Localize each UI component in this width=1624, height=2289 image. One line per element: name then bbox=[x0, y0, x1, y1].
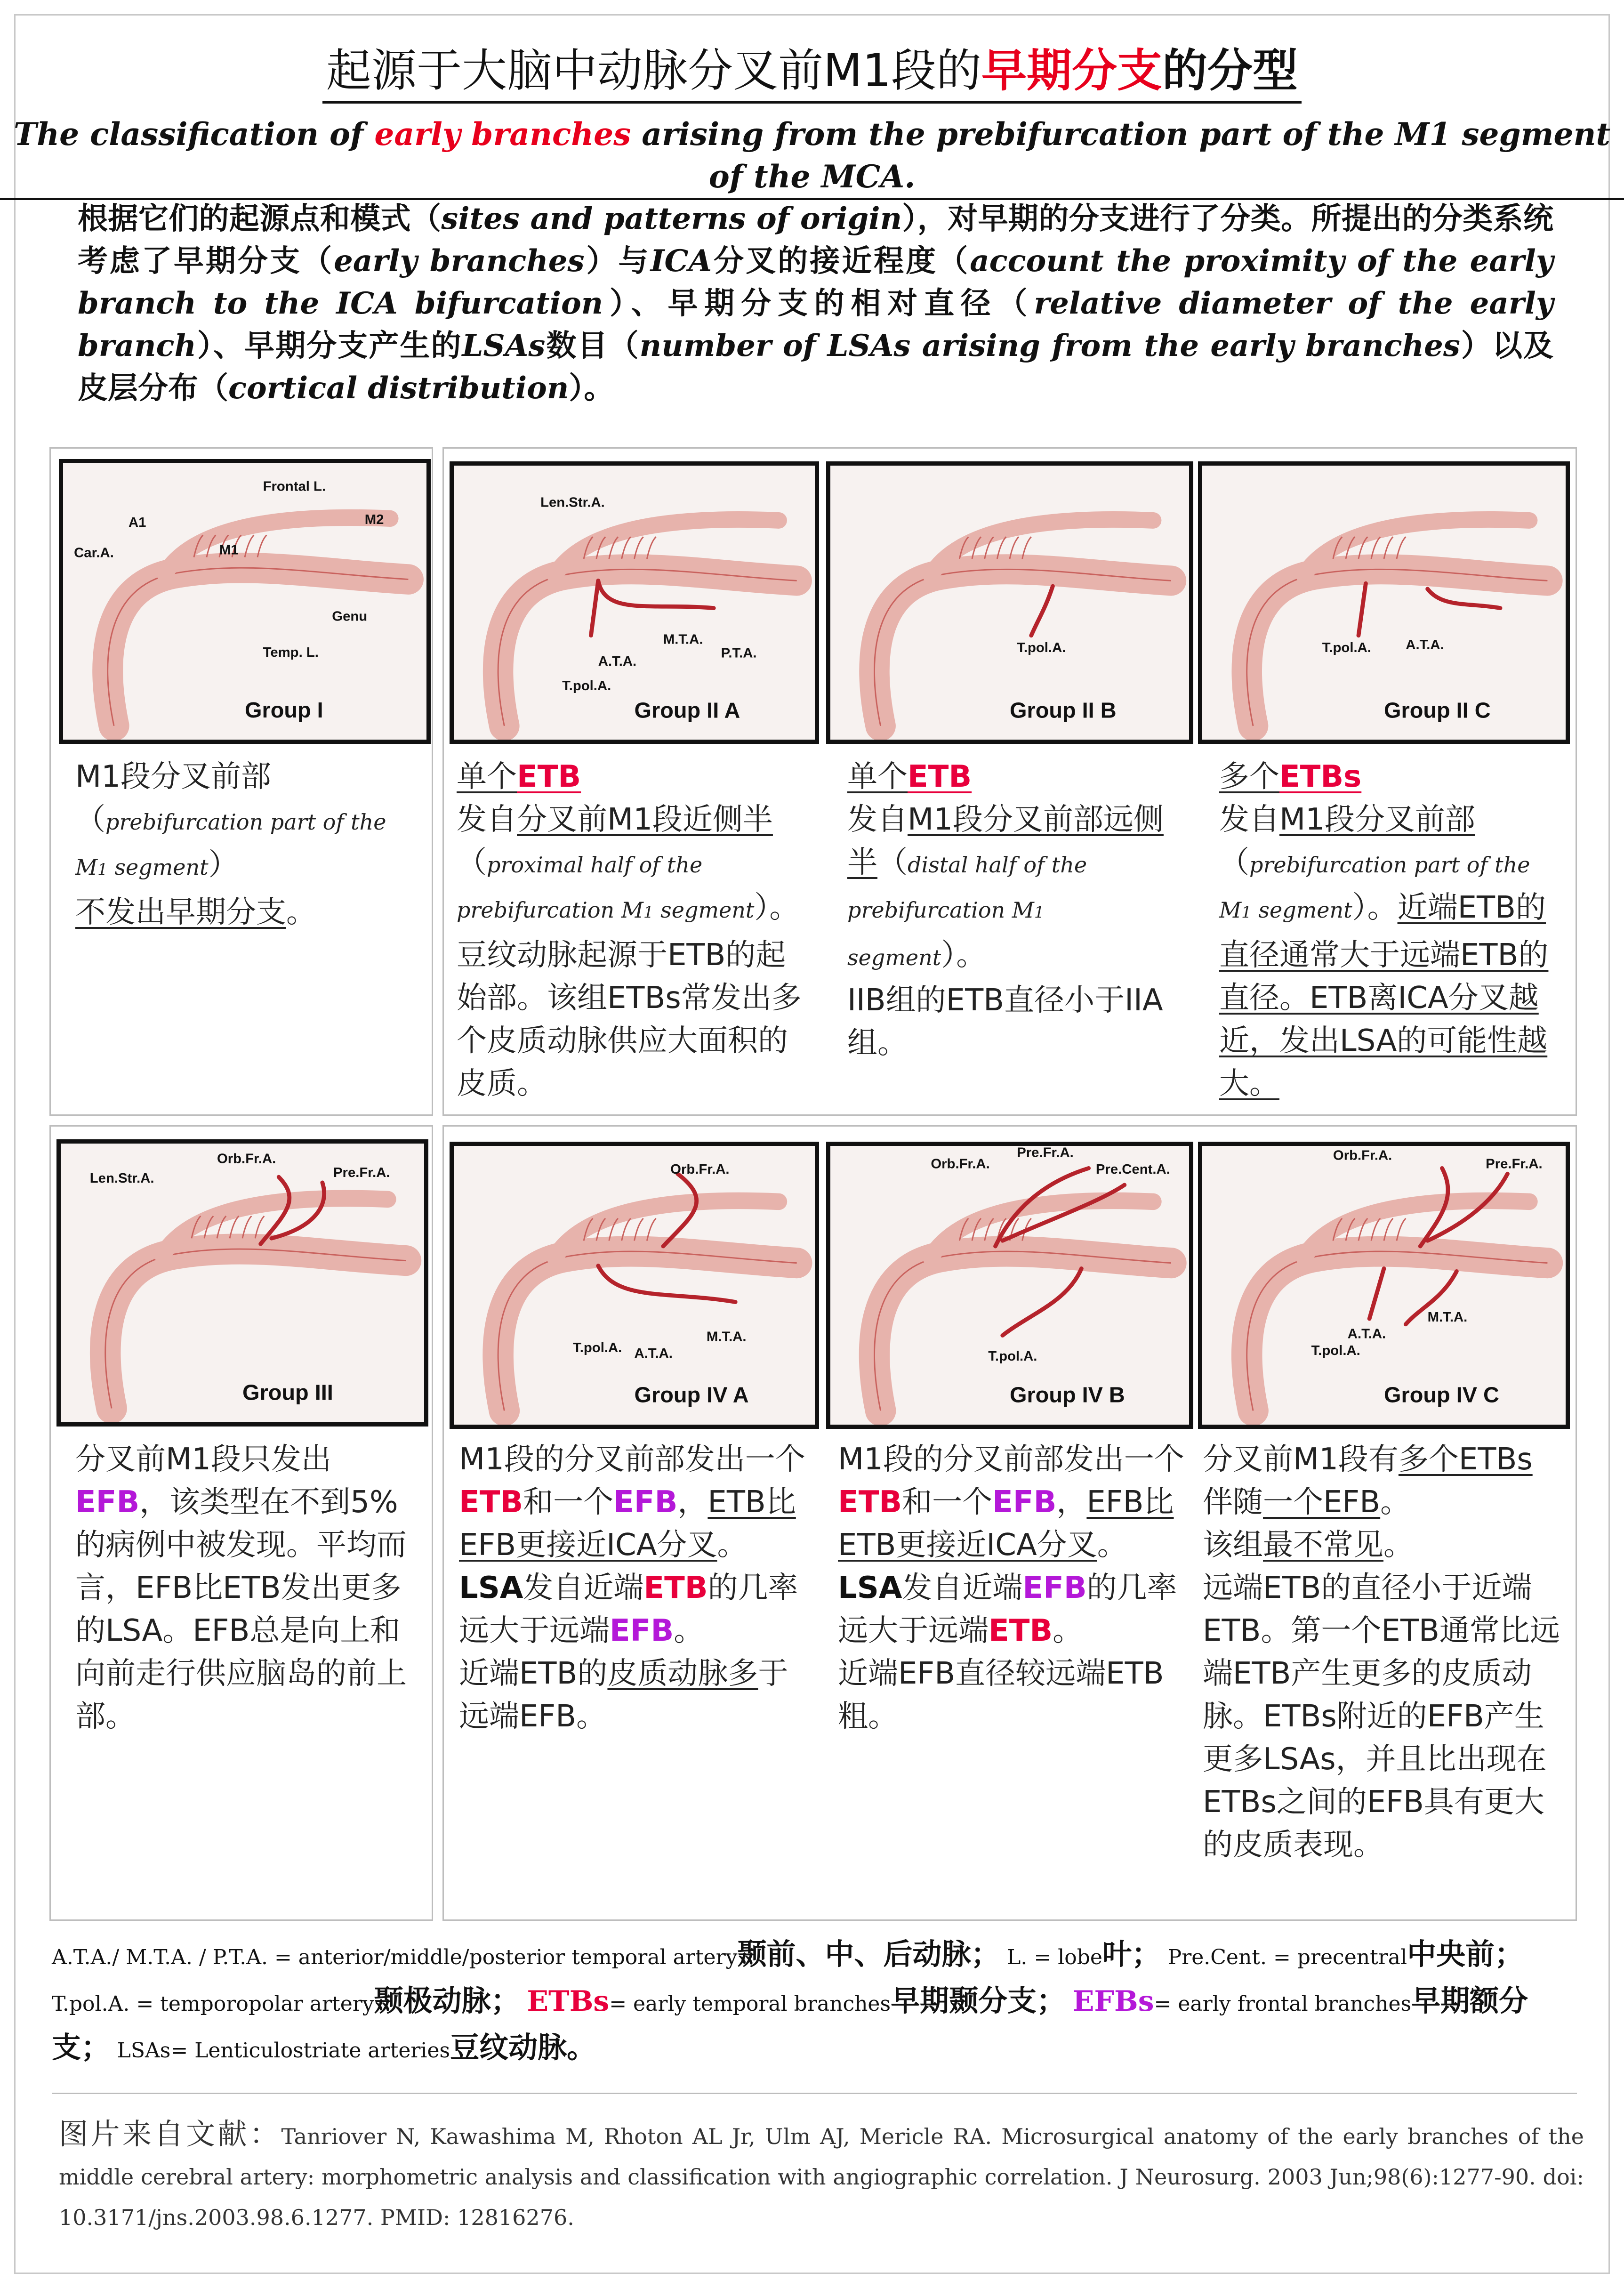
label-precent: Pre.Cent.A. bbox=[1095, 1162, 1170, 1177]
group-label: Group IV A bbox=[634, 1382, 749, 1407]
figure-group-4a bbox=[450, 1142, 819, 1429]
label-orbfra: Orb.Fr.A. bbox=[1333, 1148, 1392, 1163]
artery-diagram bbox=[1202, 1146, 1566, 1425]
reference-citation: 图片来自文献：Tanriover N, Kawashima M, Rhoton AL Jr, Ulm AJ, Mericle RA. Microsurgical anatomy of the early branches of the middle cerebral artery: morphometric analysis and classification with angiographic correlation. J Neurosurg. 2003 Jun;98(6):1277-90. doi: 10.3171/jns.2003.98.6.1277. PMID: 12816276. bbox=[59, 2117, 1584, 2230]
label-tpola: T.pol.A. bbox=[573, 1340, 622, 1356]
label-orbfra: Orb.Fr.A. bbox=[670, 1162, 730, 1177]
desc-group-4c: 分叉前M1段有多个ETBs伴随一个EFB。 该组最不常见。 远端ETB的直径小于近端ETB。第一个ETB通常比远端ETB产生更多的皮质动脉。ETBs附近的EFB产生更多LSAs，并且比出现在ETBs之间的EFB具有更大的皮质表现。 bbox=[1203, 1442, 1560, 1862]
figure-group-4b bbox=[826, 1142, 1193, 1429]
figure-group-4c bbox=[1198, 1142, 1570, 1429]
label-ata: A.T.A. bbox=[1347, 1326, 1386, 1342]
desc-group-4b: M1段的分叉前部发出一个ETB和一个EFB，EFB比ETB更接近ICA分叉。 LSA发自近端EFB的几率远大于远端ETB。 近端EFB直径较远端ETB粗。 bbox=[838, 1442, 1184, 1734]
desc-group-2b: 单个ETB 发自M1段分叉前部远侧半（distal half of the prebifurcation M1 segment）。 IIB组的ETB直径小于IIA组。 bbox=[847, 759, 1164, 1061]
label-a1: A1 bbox=[128, 515, 146, 530]
label-orbfra: Orb.Fr.A. bbox=[931, 1156, 990, 1172]
group-label: Group II B bbox=[1010, 698, 1117, 723]
label-mta: M.T.A. bbox=[706, 1329, 747, 1345]
subtitle-highlight: early branches bbox=[374, 116, 631, 153]
intro-paragraph: 根据它们的起源点和模式（sites and patterns of origin），对早期的分支进行了分类。所提出的分类系统考虑了早期分支（early branches）与ICA分叉的接近程度（account the proximity of the early branch to the ICA bifurcation）、早期分支的相对直径（relative diameter of the early branch）、早期分支产生的LSAs数目（number of LSAs arising from the early branches）以及皮层分布（cortical distribution）。 bbox=[78, 201, 1554, 406]
title-highlight: 早期分支 bbox=[981, 44, 1162, 97]
label-tpola: T.pol.A. bbox=[1311, 1343, 1360, 1358]
label-temporal-lobe: Temp. L. bbox=[263, 645, 319, 660]
artery-diagram bbox=[61, 1144, 424, 1422]
group-label: Group III bbox=[242, 1380, 333, 1405]
label-lsa: Len.Str.A. bbox=[89, 1170, 154, 1186]
label-tpola: T.pol.A. bbox=[562, 678, 611, 694]
artery-diagram bbox=[454, 1146, 815, 1425]
label-carotid: Car.A. bbox=[74, 545, 114, 561]
desc-group-4a: M1段的分叉前部发出一个ETB和一个EFB，ETB比EFB更接近ICA分叉。 LSA发自近端ETB的几率远大于远端EFB。 近端ETB的皮质动脉多于远端EFB。 bbox=[459, 1442, 805, 1734]
label-tpola: T.pol.A. bbox=[1017, 640, 1066, 655]
page-title: 起源于大脑中动脉分叉前M1段的早期分支的分型 bbox=[0, 40, 1624, 104]
label-tpola: T.pol.A. bbox=[1322, 640, 1371, 655]
label-mta: M.T.A. bbox=[1427, 1310, 1468, 1325]
label-ata: A.T.A. bbox=[634, 1346, 673, 1361]
figure-group-2b bbox=[826, 461, 1193, 744]
label-genu: Genu bbox=[332, 609, 368, 624]
artery-diagram bbox=[1202, 466, 1566, 740]
label-tpola: T.pol.A. bbox=[988, 1348, 1037, 1364]
figure-group-1 bbox=[59, 459, 431, 744]
label-m2: M2 bbox=[364, 512, 384, 528]
label-pta: P.T.A. bbox=[721, 645, 757, 661]
divider bbox=[52, 2093, 1577, 2094]
group-label: Group IV C bbox=[1384, 1382, 1499, 1407]
group-label: Group II A bbox=[634, 698, 740, 723]
label-lsa: Len.Str.A. bbox=[540, 495, 605, 510]
artery-diagram bbox=[830, 1146, 1189, 1425]
figure-group-3 bbox=[56, 1139, 428, 1427]
label-orbfra: Orb.Fr.A. bbox=[217, 1151, 276, 1167]
group-label: Group IV B bbox=[1010, 1382, 1125, 1407]
desc-group-1: M1段分叉前部（prebifurcation part of the M1 segment） 不发出早期分支。 bbox=[75, 759, 386, 930]
label-mta: M.T.A. bbox=[663, 632, 703, 647]
page-subtitle: The classification of early branches arising from the prebifurcation part of the M1 segment of the MCA. bbox=[0, 113, 1624, 200]
label-prefra: Pre.Fr.A. bbox=[1486, 1156, 1543, 1172]
label-m1: M1 bbox=[219, 542, 239, 558]
label-ata: A.T.A. bbox=[1406, 637, 1444, 653]
desc-group-3: 分叉前M1段只发出EFB，该类型在不到5%的病例中被发现。平均而言，EFB比ETB发出更多的LSA。EFB总是向上和向前走行供应脑岛的前上部。 bbox=[75, 1442, 407, 1734]
desc-group-2a: 单个ETB 发自分叉前M1段近侧半（proximal half of the prebifurcation M1 segment）。 豆纹动脉起源于ETB的起始部。该组ETBs常发出多个皮质动脉供应大面积的皮质。 bbox=[457, 759, 802, 1101]
artery-diagram bbox=[830, 466, 1189, 740]
label-ata: A.T.A. bbox=[598, 653, 637, 669]
figure-group-2c bbox=[1198, 461, 1570, 744]
figure-group-2a bbox=[450, 461, 819, 744]
artery-diagram bbox=[63, 463, 426, 740]
abbreviation-legend: A.T.A./ M.T.A. / P.T.A. = anterior/middle/posterior temporal artery颞前、中、后动脉； L. = lobe叶； Pre.Cent. = precentral中央前； T.pol.A. = temporopolar artery颞极动脉； ETBs= early temporal branches早期颞分支； EFBs= early frontal branches早期额分支； LSAs= Lenticulostriate arteries豆纹动脉。 bbox=[52, 1937, 1528, 2064]
label-prefra: Pre.Fr.A. bbox=[1017, 1146, 1074, 1161]
artery-diagram bbox=[454, 466, 815, 740]
label-prefra: Pre.Fr.A. bbox=[333, 1165, 390, 1181]
label-frontal-lobe: Frontal L. bbox=[263, 479, 326, 494]
group-label: Group II C bbox=[1384, 698, 1491, 723]
desc-group-2c: 多个ETBs 发自M1段分叉前部（prebifurcation part of the M1 segment）。近端ETB的直径通常大于远端ETB的直径。ETB离ICA分叉越近，发出LSA的可能性越大。 bbox=[1219, 759, 1549, 1101]
group-label: Group I bbox=[245, 698, 323, 723]
